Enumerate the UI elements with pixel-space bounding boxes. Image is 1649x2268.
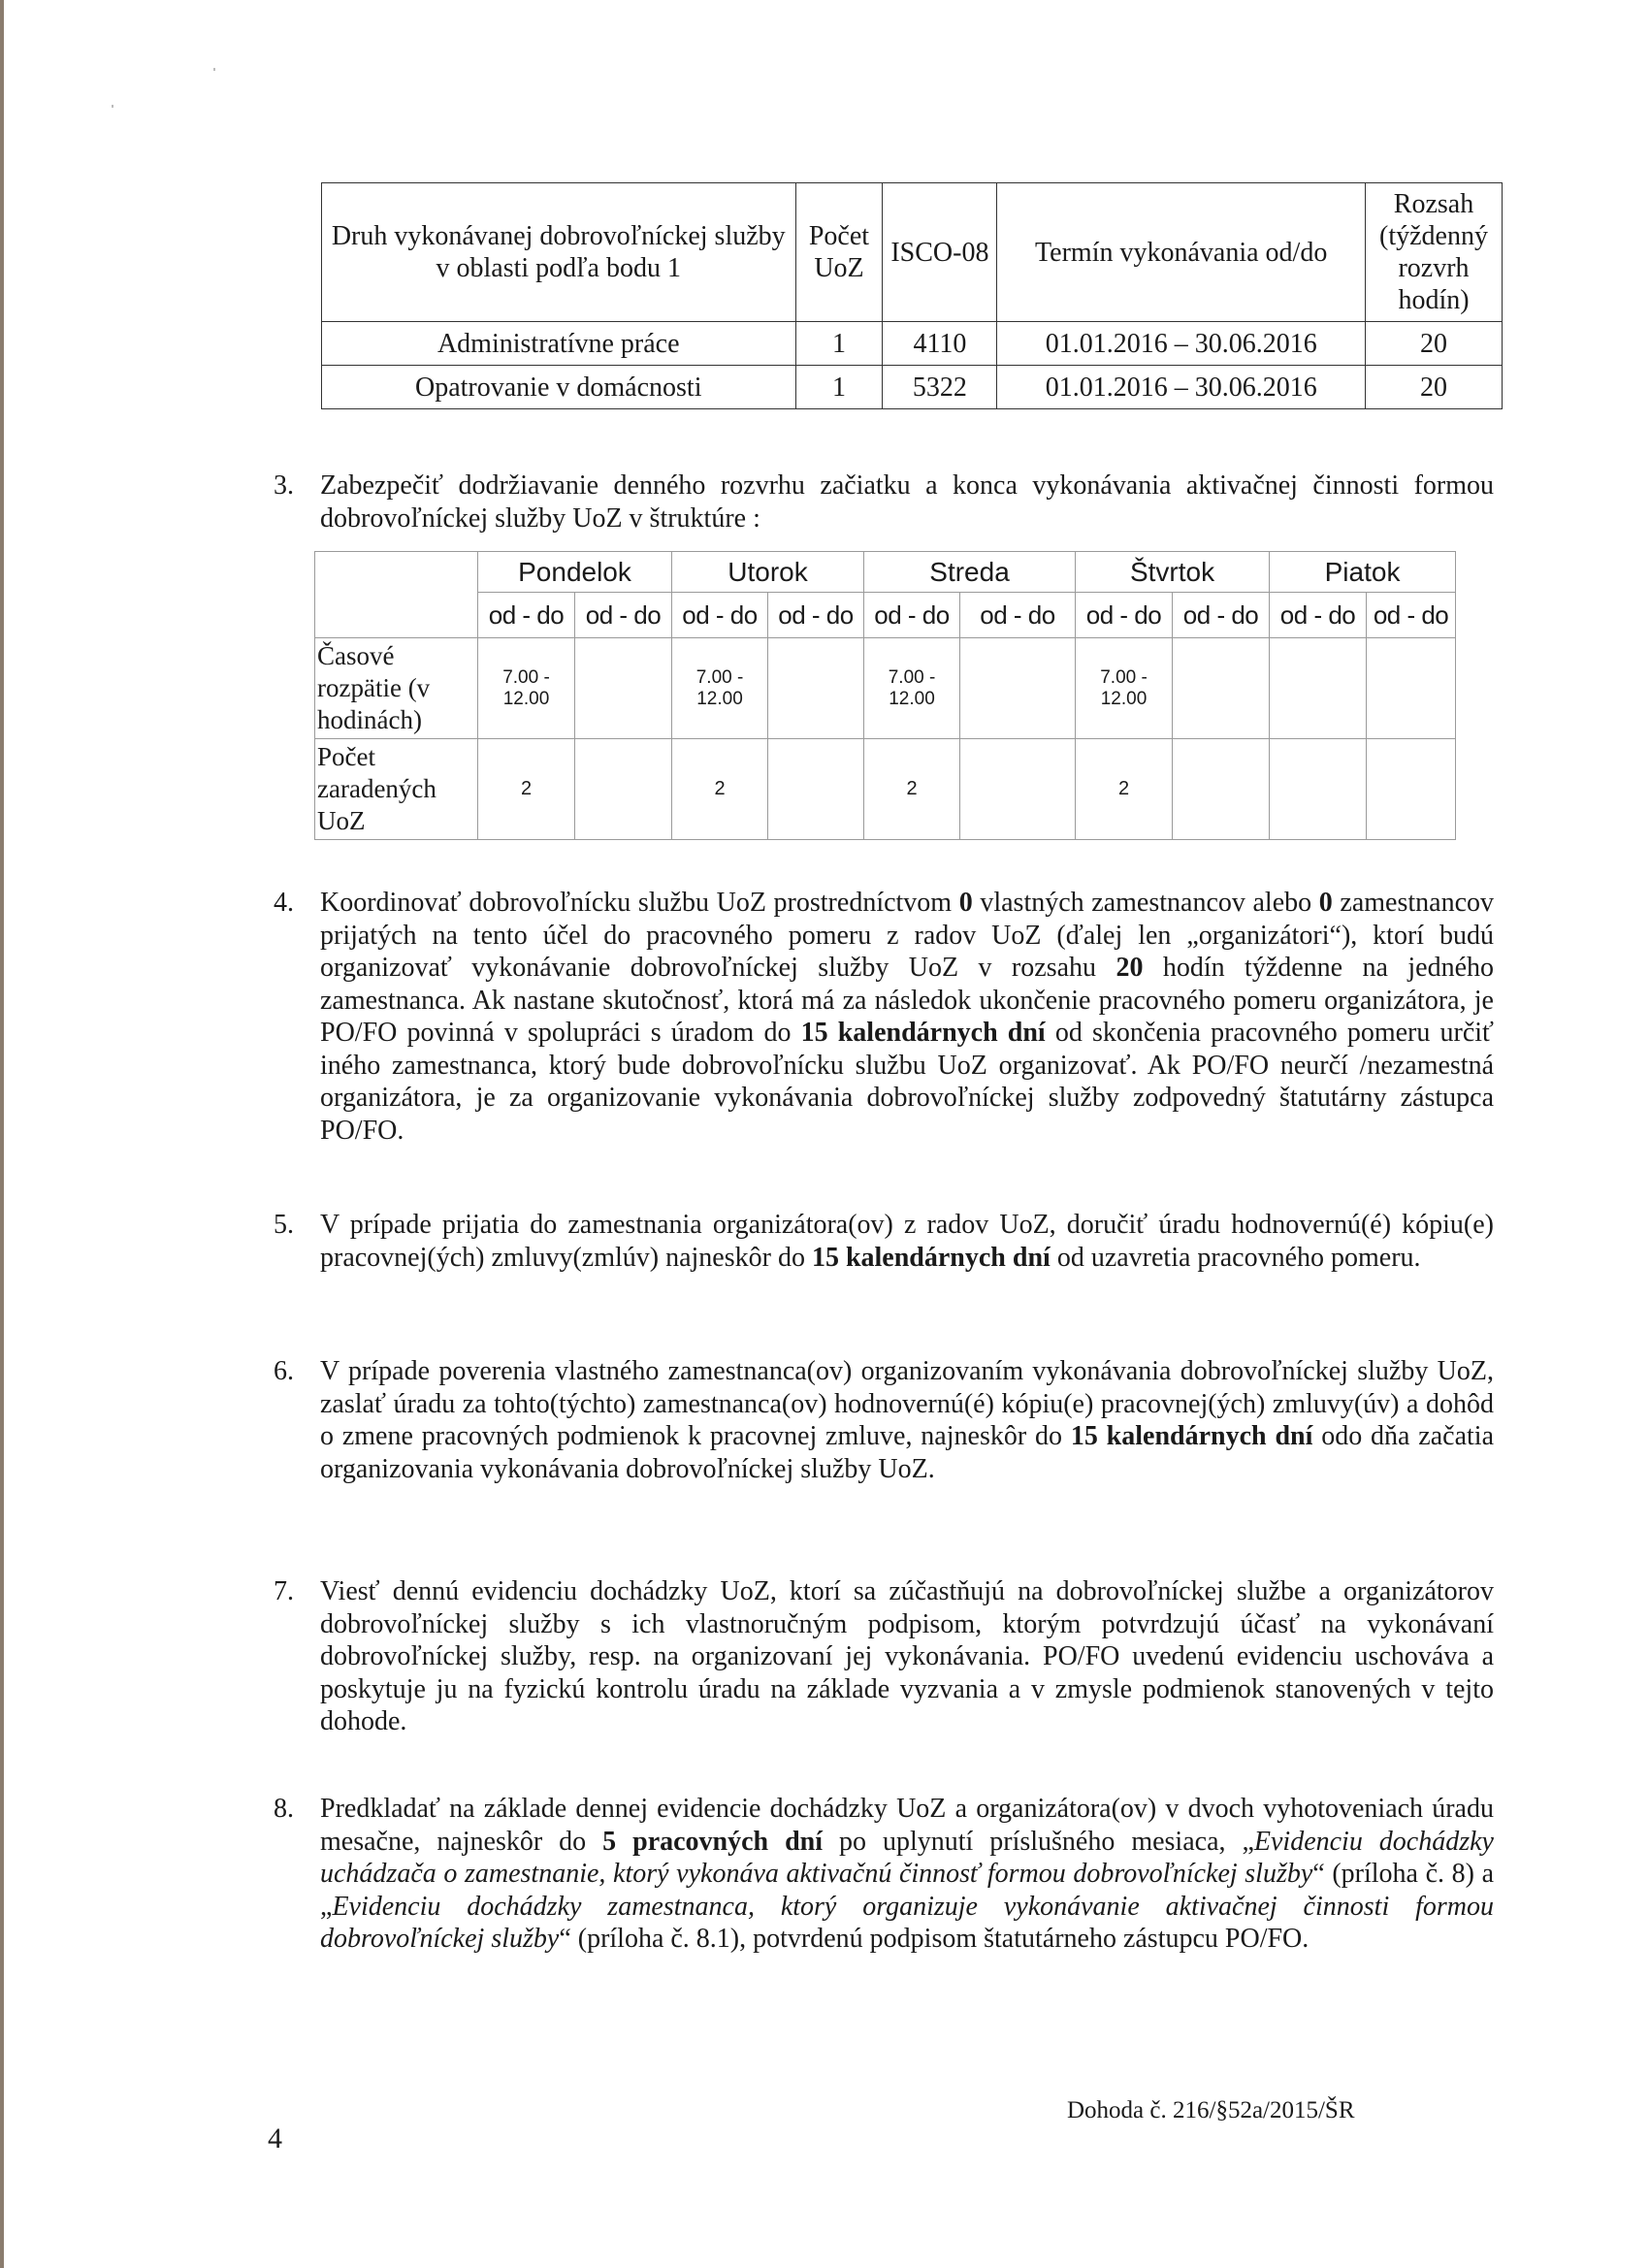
paragraph-text: vlastných zamestnancov alebo — [972, 888, 1319, 918]
count-cell: 2 — [864, 739, 960, 840]
subheader-from-to: od - do — [672, 593, 768, 638]
header-scope: Rozsah (týždenný rozvrh hodín) — [1366, 183, 1503, 322]
emphasis-own-employees: 0 — [958, 888, 973, 918]
schedule-time-row — [315, 638, 1456, 739]
table-row — [322, 322, 1503, 366]
paragraph-text: po uplynutí príslušného mesiaca, „ — [823, 1826, 1254, 1857]
time-cell — [768, 638, 864, 739]
time-cell — [1173, 638, 1270, 739]
schedule-count-row — [315, 739, 1456, 840]
paragraph-text: V prípade poverenia vlastného zamestnanca(ov) organizovaním vykonávania dobrovoľníckej služby UoZ, zaslať úradu za tohto(týchto) zamestnanca(ov) hodnovernú(é) kópiu(e) pracovnej(ých) zmluvy(úv) a dohôd o zmene pracovných podmienok k pracovnej zmluve, najneskôr do — [320, 1356, 1494, 1451]
paragraph-text: “ (príloha č. 8.1), potvrdenú podpisom štatutárneho zástupcu PO/FO. — [559, 1924, 1310, 1954]
row-label-time-range: Časové rozpätie (v hodinách) — [315, 638, 478, 739]
subheader-from-to: od - do — [1076, 593, 1173, 638]
count-cell — [1367, 739, 1456, 840]
header-service-type: Druh vykonávanej dobrovoľníckej služby v oblasti podľa bodu 1 — [322, 183, 796, 322]
paragraph-8 — [274, 1793, 1494, 1956]
count-cell: 2 — [1076, 739, 1173, 840]
subheader-from-to: od - do — [864, 593, 960, 638]
subheader-from-to: od - do — [1173, 593, 1270, 638]
time-cell: 7.00 - 12.00 — [672, 638, 768, 739]
cell-isco: 5322 — [883, 366, 997, 409]
table-row — [322, 366, 1503, 409]
schedule-subheader-row — [315, 593, 1456, 638]
page-number: 4 — [268, 2122, 282, 2155]
services-table — [321, 182, 1503, 409]
paragraph-text: Koordinovať dobrovoľnícku službu UoZ prostredníctvom — [320, 888, 959, 918]
paragraph-number: 7. — [274, 1576, 294, 1606]
time-cell: 7.00 - 12.00 — [864, 638, 960, 739]
paragraph-text: V prípade prijatia do zamestnania organizátora(ov) z radov UoZ, doručiť úradu hodnovernú(é) kópiu(e) pracovnej(ých) zmluvy(zmlúv) najneskôr do — [320, 1210, 1494, 1273]
emphasis-hours: 20 — [1116, 953, 1144, 983]
paragraph-text: “ (príloha č. 8) a „ — [320, 1859, 1494, 1922]
cell-term: 01.01.2016 – 30.06.2016 — [997, 366, 1366, 409]
scan-edge — [0, 0, 4, 2268]
day-monday: Pondelok — [478, 552, 672, 593]
cell-uoz-count: 1 — [795, 366, 883, 409]
paragraph-4 — [274, 887, 1495, 1147]
cell-service-type: Opatrovanie v domácnosti — [322, 366, 796, 409]
day-thursday: Štvrtok — [1076, 552, 1270, 593]
day-wednesday: Streda — [864, 552, 1076, 593]
row-label-count: Počet zaradených UoZ — [315, 739, 478, 840]
time-cell: 7.00 - 12.00 — [1076, 638, 1173, 739]
paragraph-text: od uzavretia pracovného pomeru. — [1050, 1242, 1421, 1273]
scan-speck — [213, 68, 215, 71]
emphasis-deadline: 15 kalendárnych dní — [1070, 1421, 1313, 1451]
time-cell — [1270, 638, 1367, 739]
paragraph-text: zamestnancov prijatých na tento účel do pracovného pomeru z radov UoZ (ďalej len „organizátori“), ktorí budú organizovať vykonávanie dobrovoľníckej služby UoZ v rozsahu — [320, 888, 1495, 983]
paragraph-text: Zabezpečiť dodržiavanie denného rozvrhu začiatku a konca vykonávania aktivačnej činnosti formou dobrovoľníckej služby UoZ v štruktúre : — [320, 470, 1494, 534]
header-term: Termín vykonávania od/do — [997, 183, 1366, 322]
paragraph-text: hodín týždenne na jedného zamestnanca. Ak nastane skutočnosť, ktorá má za následok ukončenie pracovného pomeru organizátora, je PO/FO povinná v spolupráci s úradom do — [320, 953, 1495, 1048]
schedule-corner-cell — [315, 552, 478, 638]
emphasis-deadline: 15 kalendárnych dní — [800, 1018, 1046, 1048]
cell-uoz-count: 1 — [795, 322, 883, 366]
day-tuesday: Utorok — [672, 552, 864, 593]
cell-term: 01.01.2016 – 30.06.2016 — [997, 322, 1366, 366]
cell-scope: 20 — [1366, 322, 1503, 366]
header-isco: ISCO-08 — [883, 183, 997, 322]
paragraph-number: 6. — [274, 1356, 294, 1386]
cell-service-type: Administratívne práce — [322, 322, 796, 366]
count-cell — [960, 739, 1076, 840]
paragraph-3 — [274, 470, 1494, 535]
paragraph-6 — [274, 1355, 1495, 1485]
agreement-reference: Dohoda č. 216/§52a/2015/ŠR — [1067, 2097, 1355, 2123]
count-cell — [768, 739, 864, 840]
paragraph-text: Viesť dennú evidenciu dochádzky UoZ, ktorí sa zúčastňujú na dobrovoľníckej službe a organizátorov dobrovoľníckej služby s ich vlastnoručným podpisom, ktorým potvrdzujú účasť na vykonávaní dobrovoľníckej služby, resp. na organizovaní jej vykonávania. PO/FO uvedenú evidenciu uschováva a poskytuje ju na fyzickú kontrolu úradu na základe vyzvania a v zmysle podmienok stanovených v tejto dohode. — [320, 1576, 1494, 1736]
paragraph-number: 5. — [274, 1210, 294, 1240]
paragraph-5 — [274, 1209, 1494, 1274]
paragraph-text: od skončenia pracovného pomeru určiť iného zamestnanca, ktorý bude dobrovoľnícku službu UoZ organizovať. Ak PO/FO neurčí /nezamestná organizátora, je za organizovanie vykonávania dobrovoľníckej služby zodpovedný štatutárny zástupca PO/FO. — [320, 1018, 1494, 1146]
schedule-table — [314, 551, 1456, 840]
count-cell: 2 — [478, 739, 575, 840]
count-cell — [575, 739, 672, 840]
subheader-from-to: od - do — [575, 593, 672, 638]
count-cell: 2 — [672, 739, 768, 840]
schedule-days-row — [315, 552, 1456, 593]
cell-isco: 4110 — [883, 322, 997, 366]
cell-scope: 20 — [1366, 366, 1503, 409]
subheader-from-to: od - do — [1270, 593, 1367, 638]
paragraph-text: odo dňa začatia organizovania vykonávania dobrovoľníckej služby UoZ. — [320, 1421, 1495, 1484]
paragraph-7 — [274, 1575, 1494, 1738]
emphasis-deadline: 5 pracovných dní — [602, 1826, 824, 1857]
subheader-from-to: od - do — [960, 593, 1076, 638]
paragraph-text: Predkladať na základe dennej evidencie dochádzky UoZ a organizátora(ov) v dvoch vyhotoveniach úradu mesačne, najneskôr do — [320, 1794, 1494, 1857]
paragraph-number: 4. — [274, 888, 294, 918]
count-cell — [1270, 739, 1367, 840]
form-title-uoz-attendance: Evidenciu dochádzky uchádzača o zamestnanie, ktorý vykonáva aktivačnú činnosť formou dobrovoľníckej služby — [320, 1826, 1494, 1889]
day-friday: Piatok — [1270, 552, 1456, 593]
paragraph-number: 8. — [274, 1794, 294, 1824]
time-cell — [575, 638, 672, 739]
emphasis-deadline: 15 kalendárnych dní — [811, 1242, 1051, 1273]
time-cell — [960, 638, 1076, 739]
count-cell — [1173, 739, 1270, 840]
emphasis-hired-employees: 0 — [1318, 888, 1333, 918]
form-title-employee-attendance: Evidenciu dochádzky zamestnanca, ktorý organizuje vykonávanie aktivačnej činnosti formou dobrovoľníckej služby — [320, 1891, 1494, 1954]
scan-speck — [112, 105, 113, 108]
services-table-header — [322, 183, 1503, 322]
subheader-from-to: od - do — [1367, 593, 1456, 638]
time-cell: 7.00 - 12.00 — [478, 638, 575, 739]
header-uoz-count: Počet UoZ — [795, 183, 883, 322]
time-cell — [1367, 638, 1456, 739]
subheader-from-to: od - do — [478, 593, 575, 638]
paragraph-number: 3. — [274, 470, 294, 501]
subheader-from-to: od - do — [768, 593, 864, 638]
